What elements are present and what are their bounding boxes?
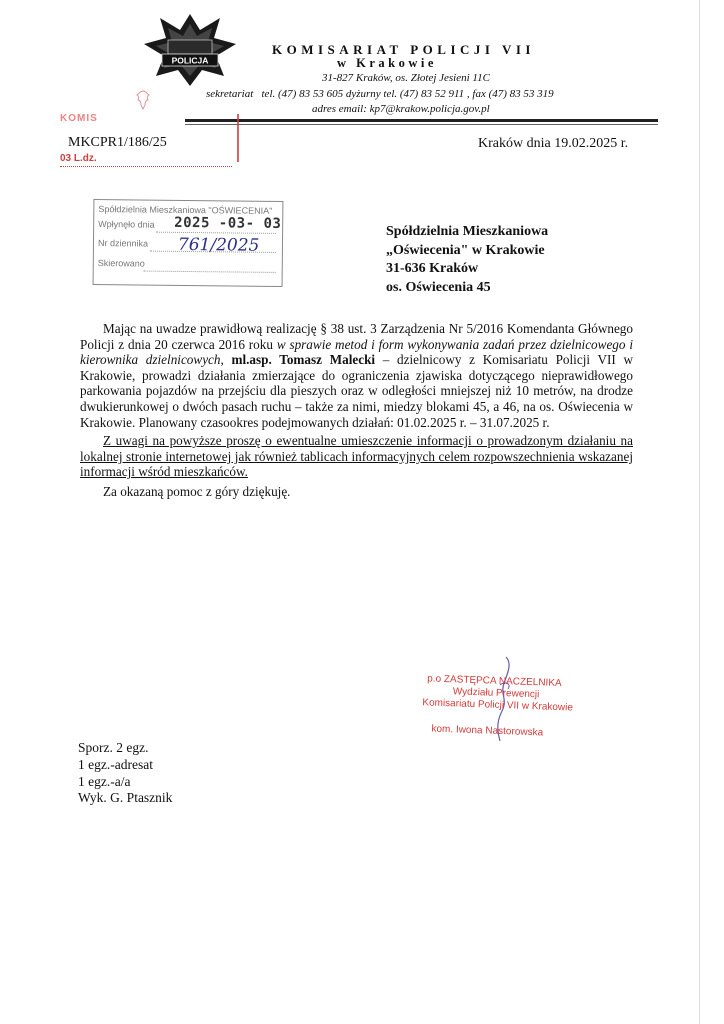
letter-body bbox=[80, 321, 633, 500]
journal-number-handwritten: 761/2025 bbox=[177, 234, 260, 256]
secretariat-label: sekretariat bbox=[206, 88, 254, 100]
signature-stamp-title: p.o ZASTĘPCA NACZELNIKA bbox=[427, 673, 562, 690]
body-paragraph-3: Za okazaną pomoc z góry dziękuję. bbox=[103, 483, 291, 499]
distribution-line-4: Wyk. G. Ptasznik bbox=[78, 790, 173, 806]
registration-stamp-dotted-line bbox=[60, 166, 232, 167]
registration-stamp-mark bbox=[237, 114, 239, 162]
station-email: adres email: kp7@krakow.policja.gov.pl bbox=[312, 103, 490, 115]
recipient-line-1: Spółdzielnia Mieszkaniowa bbox=[386, 224, 549, 239]
distribution-list bbox=[78, 740, 172, 807]
recipient-address bbox=[386, 223, 548, 297]
received-label: Wpłynęło dnia bbox=[98, 219, 155, 230]
registration-stamp-number: 03 L.dz. bbox=[60, 153, 97, 164]
phone-numbers: tel. (47) 83 53 605 dyżurny tel. (47) 83 52 911 , fax (47) 83 53 319 bbox=[261, 88, 554, 100]
station-address: 31-827 Kraków, os. Złotej Jesieni 11C bbox=[322, 72, 490, 84]
registration-stamp-text: KOMIS bbox=[60, 113, 98, 124]
recipient-line-2: „Oświecenia" w Krakowie bbox=[386, 242, 545, 258]
distribution-line-1: Sporz. 2 egz. bbox=[78, 740, 149, 755]
recipient-line-3: 31-636 Kraków bbox=[386, 261, 479, 276]
signature-stamp-name: kom. Iwona Nastorowska bbox=[431, 723, 544, 739]
document-date: Kraków dnia 19.02.2025 r. bbox=[478, 136, 629, 151]
station-phones bbox=[206, 88, 554, 100]
body-p1-regulation-title: w sprawie metod i form wykonywania zadań przez dzielnicowego i kierownika dzielnicowych bbox=[80, 336, 633, 368]
receipt-stamp-header: Spółdzielnia Mieszkaniowa "OŚWIECENIA" bbox=[98, 204, 273, 216]
body-p1-officer-name: ml.asp. Tomasz Malecki bbox=[231, 352, 376, 368]
police-star-logo bbox=[140, 14, 240, 86]
signature-stamp bbox=[400, 667, 603, 764]
header-rule-thin bbox=[185, 124, 658, 125]
body-p1-text-a: Mając na uwadze prawidłową realizację § 38 ust. 3 Zarządzenia Nr 5/2016 Komendanta Głównego Policji z dnia 20 czerwca 2016 roku bbox=[80, 321, 633, 352]
header-rule bbox=[185, 119, 658, 122]
received-date: 2025 -03- 03 bbox=[174, 214, 282, 232]
recipient-line-4: os. Oświecenia 45 bbox=[386, 279, 491, 295]
logo-text: POLICJA bbox=[171, 55, 209, 66]
body-paragraph-1 bbox=[80, 321, 633, 430]
station-city: w Krakowie bbox=[337, 56, 437, 70]
signature-stamp-station: Komisariatu Policji VII w Krakowie bbox=[422, 697, 574, 714]
scan-edge-line bbox=[699, 0, 700, 1024]
distribution-line-3: 1 egz.-a/a bbox=[78, 773, 131, 789]
body-paragraph-2: Z uwagi na powyższe proszę o ewentualne umieszczenie informacji o prowadzonym działaniu na lokalnej stronie internetowej jak również tablicach informacyjnych celem rozpowszechnienia wskazanej informacji wśród mieszkańców. bbox=[80, 433, 633, 480]
receipt-stamp bbox=[93, 199, 284, 287]
directed-label: Skierowano bbox=[97, 258, 145, 269]
station-title: KOMISARIAT POLICJI VII bbox=[272, 42, 535, 57]
received-dotted-line bbox=[156, 232, 276, 234]
document-reference: MKCPR1/186/25 bbox=[68, 135, 167, 150]
directed-dotted-line bbox=[144, 271, 276, 273]
body-p1-text-c: – dzielnicowy z Komisariatu Policji VII w Krakowie, prowadzi działania zmierzające do ograniczenia zjawiska dotyczącego nieprawidłowego parkowania pojazdów na przejściu dla pieszych oraz w odległości mniejszej niż 10 metrów, na drodze dwukierunkowej o dwóch pasach ruchu – także za nimi, miedzy blokami 45, a 46, na os. Oświecenia w Krakowie. Planowany czasookres podejmowanych działań: 01.02.2025 r. – 31.07.2025 r. bbox=[80, 352, 633, 430]
journal-label: Nr dziennika bbox=[97, 238, 149, 249]
distribution-line-2: 1 egz.-adresat bbox=[78, 756, 153, 772]
body-p1-sep: , bbox=[220, 352, 232, 368]
signature-stamp-department: Wydziału Prewencji bbox=[452, 686, 540, 701]
eagle-emblem-icon bbox=[133, 88, 153, 112]
